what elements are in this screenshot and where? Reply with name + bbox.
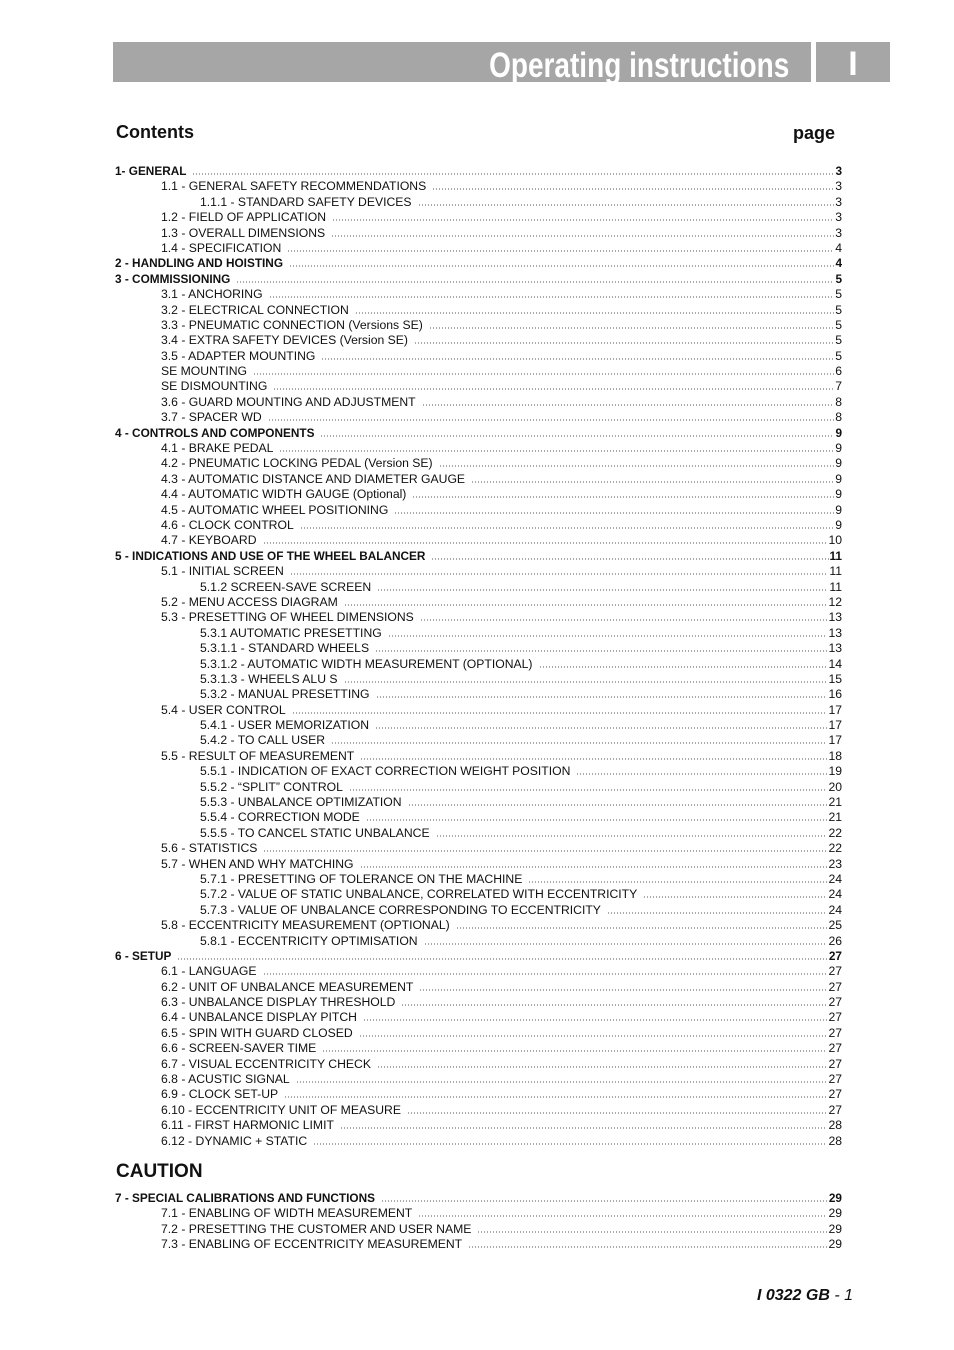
dot-leader	[344, 681, 828, 683]
section-box	[816, 42, 890, 82]
dot-leader	[414, 342, 834, 344]
toc-entry-page: 20	[828, 779, 842, 794]
dot-leader	[381, 1200, 828, 1202]
toc-entry[interactable]	[115, 379, 842, 394]
toc-entry-page: 19	[828, 764, 842, 779]
toc-entry-page: 3	[835, 194, 842, 209]
toc-entry-page: 9	[835, 456, 842, 471]
toc-entry-label: 3.4 - EXTRA SAFETY DEVICES (Version SE)	[161, 333, 408, 348]
dot-leader	[376, 696, 828, 698]
toc-entry-page: 27	[828, 979, 842, 994]
dot-leader	[279, 450, 834, 452]
toc-entry-page: 27	[828, 1056, 842, 1071]
toc-entry-label: 3.1 - ANCHORING	[161, 287, 263, 302]
toc-entry[interactable]	[115, 1041, 842, 1056]
toc-entry[interactable]	[115, 1222, 842, 1237]
toc-entry-label: 4.1 - BRAKE PEDAL	[161, 441, 274, 456]
toc-entry-page: 3	[835, 164, 842, 178]
toc-entry[interactable]	[115, 1010, 842, 1025]
toc-entry-page: 22	[828, 841, 842, 856]
toc-entry-page: 25	[828, 918, 842, 933]
toc-entry-page: 11	[829, 548, 842, 563]
toc-entry-label: 4 - CONTROLS AND COMPONENTS	[115, 425, 315, 440]
dot-leader	[366, 819, 828, 821]
toc-entry-label: 6.11 - FIRST HARMONIC LIMIT	[161, 1118, 334, 1133]
dot-leader	[269, 296, 835, 298]
toc-entry-page: 15	[828, 671, 842, 686]
toc-entry-page: 17	[828, 702, 842, 717]
dot-leader	[363, 1019, 827, 1021]
toc-entry[interactable]	[115, 472, 842, 487]
toc-entry-label: 6.1 - LANGUAGE	[161, 964, 257, 979]
toc-entry-label: 4.3 - AUTOMATIC DISTANCE AND DIAMETER GAUGE	[161, 471, 466, 486]
page-column-heading: page	[793, 123, 836, 143]
dot-leader	[359, 1035, 828, 1037]
dot-leader	[401, 1004, 827, 1006]
toc-entry[interactable]	[115, 426, 842, 441]
dot-leader	[320, 435, 834, 437]
dot-leader	[355, 312, 834, 314]
toc-entry[interactable]	[115, 918, 842, 933]
toc-entry[interactable]	[115, 1103, 842, 1118]
table-of-contents	[115, 164, 842, 1149]
toc-entry-label: 3.5 - ADAPTER MOUNTING	[161, 348, 316, 363]
toc-entry-page: 13	[828, 610, 842, 625]
dot-leader	[253, 373, 834, 375]
table-of-contents-special	[115, 1191, 842, 1253]
toc-entry[interactable]	[115, 410, 842, 425]
toc-entry[interactable]	[115, 949, 842, 964]
dot-leader	[388, 635, 828, 637]
dot-leader	[290, 573, 829, 575]
toc-entry-page: 27	[828, 995, 842, 1010]
toc-entry[interactable]	[115, 780, 842, 795]
dot-leader	[432, 188, 834, 190]
toc-entry[interactable]	[115, 841, 842, 856]
dot-leader	[436, 835, 828, 837]
toc-entry-label: 5.3.2 - MANUAL PRESETTING	[200, 687, 370, 702]
toc-entry-page: 28	[828, 1118, 842, 1133]
dot-leader	[377, 1066, 827, 1068]
toc-entry-label: 5.7 - WHEN AND WHY MATCHING	[161, 856, 354, 871]
dot-leader	[287, 250, 834, 252]
toc-entry-label: 4.4 - AUTOMATIC WIDTH GAUGE (Optional)	[161, 487, 407, 502]
toc-entry-label: 5.1.2 SCREEN-SAVE SCREEN	[200, 579, 372, 594]
toc-entry-label: 4.2 - PNEUMATIC LOCKING PEDAL (Version SE)	[161, 456, 433, 471]
dot-leader	[607, 912, 828, 914]
dot-leader	[408, 804, 828, 806]
page-footer	[757, 1287, 853, 1305]
dot-leader	[300, 527, 834, 529]
toc-entry[interactable]	[115, 564, 842, 579]
toc-entry-page: 5	[835, 348, 842, 363]
toc-entry[interactable]	[115, 241, 842, 256]
dot-leader	[576, 773, 827, 775]
dot-leader	[375, 650, 827, 652]
toc-entry-page: 27	[828, 1102, 842, 1117]
toc-entry-label: 6.8 - ACUSTIC SIGNAL	[161, 1072, 290, 1087]
dot-leader	[340, 1127, 828, 1129]
dot-leader	[431, 558, 828, 560]
toc-entry-label: 4.7 - KEYBOARD	[161, 533, 257, 548]
toc-entry[interactable]	[115, 272, 842, 287]
toc-entry-label: 1.1 - GENERAL SAFETY RECOMMENDATIONS	[161, 179, 427, 194]
toc-entry-label: 5.4 - USER CONTROL	[161, 702, 286, 717]
toc-entry[interactable]	[115, 672, 842, 687]
toc-entry-label: 5.7.2 - VALUE OF STATIC UNBALANCE, CORRELATED WITH ECCENTRICITY	[200, 887, 638, 902]
toc-entry[interactable]	[115, 303, 842, 318]
toc-entry-page: 12	[828, 594, 842, 609]
toc-entry-page: 13	[828, 625, 842, 640]
toc-entry[interactable]	[115, 703, 842, 718]
dot-leader	[471, 481, 834, 483]
toc-entry-page: 16	[828, 687, 842, 702]
toc-entry-label: 5.5.3 - UNBALANCE OPTIMIZATION	[200, 795, 402, 810]
toc-entry-label: 5.3.1 AUTOMATIC PRESETTING	[200, 625, 382, 640]
toc-entry[interactable]	[115, 980, 842, 995]
toc-entry-label: 4.6 - CLOCK CONTROL	[161, 517, 294, 532]
toc-entry-page: 24	[828, 902, 842, 917]
dot-leader	[273, 388, 834, 390]
toc-entry-page: 5	[835, 287, 842, 302]
contents-heading: Contents	[116, 122, 194, 142]
toc-entry[interactable]	[115, 718, 842, 733]
dot-leader	[263, 973, 828, 975]
dot-leader	[360, 758, 827, 760]
toc-entry-label: 7.2 - PRESETTING THE CUSTOMER AND USER NAME	[161, 1221, 472, 1236]
toc-entry-label: 5 - INDICATIONS AND USE OF THE WHEEL BALANCER	[115, 548, 426, 563]
toc-entry[interactable]	[115, 287, 842, 302]
toc-entry[interactable]	[115, 349, 842, 364]
toc-entry-label: 5.3.1.2 - AUTOMATIC WIDTH MEASUREMENT (OPTIONAL)	[200, 656, 533, 671]
dot-leader	[349, 789, 828, 791]
dot-leader	[377, 589, 828, 591]
toc-entry[interactable]	[115, 1072, 842, 1087]
dot-leader	[439, 465, 835, 467]
toc-entry-page: 24	[828, 887, 842, 902]
toc-entry-page: 27	[828, 1087, 842, 1102]
toc-entry-label: 5.4.2 - TO CALL USER	[200, 733, 326, 748]
toc-entry[interactable]	[115, 318, 842, 333]
toc-entry-label: 6.9 - CLOCK SET-UP	[161, 1087, 279, 1102]
dot-leader	[420, 619, 828, 621]
toc-entry-label: 1- GENERAL	[115, 164, 187, 178]
toc-entry[interactable]	[115, 641, 842, 656]
toc-entry[interactable]	[115, 1237, 842, 1252]
toc-entry[interactable]	[115, 164, 842, 179]
dot-leader	[419, 989, 827, 991]
toc-entry-page: 9	[835, 517, 842, 532]
toc-entry-label: 5.4.1 - USER MEMORIZATION	[200, 718, 370, 733]
toc-entry-label: 6.4 - UNBALANCE DISPLAY PITCH	[161, 1010, 357, 1025]
toc-entry[interactable]	[115, 857, 842, 872]
toc-entry-page: 29	[828, 1191, 842, 1205]
toc-entry-page: 27	[828, 948, 842, 963]
toc-entry-label: 7.1 - ENABLING OF WIDTH MEASUREMENT	[161, 1206, 413, 1221]
dot-leader	[643, 896, 827, 898]
toc-entry-page: 8	[835, 410, 842, 425]
dot-leader	[468, 1246, 827, 1248]
dot-leader	[284, 1096, 827, 1098]
dot-leader	[418, 204, 835, 206]
dot-leader	[268, 419, 835, 421]
dot-leader	[263, 850, 827, 852]
toc-entry[interactable]	[115, 964, 842, 979]
toc-entry-page: 22	[828, 825, 842, 840]
dot-leader	[375, 727, 827, 729]
section-label: I	[848, 45, 858, 83]
toc-entry[interactable]	[115, 1118, 842, 1133]
toc-entry[interactable]	[115, 903, 842, 918]
toc-entry-label: 5.5.5 - TO CANCEL STATIC UNBALANCE	[200, 825, 430, 840]
toc-entry-page: 24	[828, 871, 842, 886]
toc-entry-label: 5.1 - INITIAL SCREEN	[161, 564, 284, 579]
header-bar	[113, 42, 811, 85]
toc-entry-label: 2 - HANDLING AND HOISTING	[115, 256, 283, 271]
toc-entry-label: 3.7 - SPACER WD	[161, 410, 262, 425]
toc-entry-page: 14	[828, 656, 842, 671]
toc-entry-label: SE MOUNTING	[161, 364, 247, 379]
toc-entry[interactable]	[115, 503, 842, 518]
toc-entry-page: 29	[828, 1237, 842, 1252]
dot-leader	[394, 512, 834, 514]
toc-entry[interactable]	[115, 364, 842, 379]
toc-entry-label: 6 - SETUP	[115, 948, 172, 963]
toc-entry[interactable]	[115, 595, 842, 610]
dot-leader	[422, 404, 835, 406]
dot-leader	[528, 881, 827, 883]
toc-entry-page: 4	[835, 256, 842, 271]
toc-entry-label: 3 - COMMISSIONING	[115, 271, 231, 286]
dot-leader	[424, 943, 828, 945]
toc-entry-page: 11	[829, 564, 842, 579]
toc-entry[interactable]	[115, 934, 842, 949]
toc-entry[interactable]	[115, 610, 842, 625]
toc-entry-label: 6.10 - ECCENTRICITY UNIT OF MEASURE	[161, 1102, 401, 1117]
toc-entry[interactable]	[115, 395, 842, 410]
dot-leader	[332, 219, 834, 221]
toc-entry-page: 9	[835, 441, 842, 456]
toc-entry-page: 27	[828, 1041, 842, 1056]
dot-leader	[296, 1081, 828, 1083]
toc-entry-label: 6.7 - VISUAL ECCENTRICITY CHECK	[161, 1056, 371, 1071]
toc-entry[interactable]	[115, 657, 842, 672]
toc-entry[interactable]	[115, 1087, 842, 1102]
dot-leader	[477, 1231, 827, 1233]
toc-entry-label: 5.5.4 - CORRECTION MODE	[200, 810, 360, 825]
toc-entry[interactable]	[115, 226, 842, 241]
toc-entry[interactable]	[115, 687, 842, 702]
toc-entry-page: 4	[835, 240, 842, 255]
toc-entry-label: 5.3 - PRESETTING OF WHEEL DIMENSIONS	[161, 610, 414, 625]
toc-entry-page: 21	[828, 810, 842, 825]
toc-entry-page: 6	[835, 364, 842, 379]
toc-entry-page: 26	[828, 933, 842, 948]
toc-entry-page: 5	[835, 317, 842, 332]
toc-entry-label: 3.6 - GUARD MOUNTING AND ADJUSTMENT	[161, 394, 416, 409]
document-title: Operating instructions	[488, 46, 789, 85]
toc-entry-page: 10	[828, 533, 842, 548]
toc-entry-label: 5.5 - RESULT OF MEASUREMENT	[161, 748, 355, 763]
toc-entry[interactable]	[115, 179, 842, 194]
page-number: 1	[844, 1287, 853, 1304]
toc-entry-label: 3.2 - ELECTRICAL CONNECTION	[161, 302, 349, 317]
toc-entry-page: 5	[835, 271, 842, 286]
dot-leader	[236, 281, 834, 283]
toc-entry-page: 28	[828, 1133, 842, 1148]
dot-leader	[407, 1112, 827, 1114]
toc-entry[interactable]	[115, 764, 842, 779]
toc-entry-page: 21	[828, 795, 842, 810]
toc-entry-page: 9	[835, 502, 842, 517]
toc-entry[interactable]	[115, 1191, 842, 1206]
toc-entry[interactable]	[115, 887, 842, 902]
caution-heading: CAUTION	[116, 1161, 203, 1182]
dot-leader	[539, 666, 828, 668]
toc-entry[interactable]	[115, 210, 842, 225]
toc-entry[interactable]	[115, 872, 842, 887]
toc-entry-page: 8	[835, 394, 842, 409]
toc-entry[interactable]	[115, 1057, 842, 1072]
toc-entry-page: 27	[828, 1010, 842, 1025]
document-code: I 0322 GB	[756, 1287, 830, 1304]
dot-leader	[418, 1215, 827, 1217]
toc-entry[interactable]	[115, 487, 842, 502]
toc-entry-label: 4.5 - AUTOMATIC WHEEL POSITIONING	[161, 502, 389, 517]
toc-entry-label: SE DISMOUNTING	[161, 379, 268, 394]
toc-entry[interactable]	[115, 795, 842, 810]
toc-entry-page: 13	[828, 641, 842, 656]
toc-entry[interactable]	[115, 256, 842, 271]
toc-entry-page: 11	[829, 579, 842, 594]
toc-entry[interactable]	[115, 549, 842, 564]
dot-leader	[456, 927, 828, 929]
toc-entry-label: 5.3.1.1 - STANDARD WHEELS	[200, 641, 370, 656]
toc-entry-label: 6.2 - UNIT OF UNBALANCE MEASUREMENT	[161, 979, 414, 994]
toc-entry-label: 5.7.3 - VALUE OF UNBALANCE CORRESPONDING TO ECCENTRICITY	[200, 902, 601, 917]
footer-separator: -	[829, 1287, 845, 1304]
toc-entry-label: 5.8 - ECCENTRICITY MEASUREMENT (OPTIONAL)	[161, 918, 450, 933]
toc-entry[interactable]	[115, 810, 842, 825]
toc-entry-page: 18	[828, 748, 842, 763]
dot-leader	[331, 235, 834, 237]
toc-entry-label: 3.3 - PNEUMATIC CONNECTION (Versions SE)	[161, 317, 423, 332]
toc-entry[interactable]	[115, 518, 842, 533]
toc-entry-page: 17	[828, 733, 842, 748]
toc-entry-page: 29	[828, 1221, 842, 1236]
dot-leader	[313, 1143, 827, 1145]
dot-leader	[292, 712, 828, 714]
toc-entry-page: 27	[828, 1072, 842, 1087]
toc-entry-page: 17	[828, 718, 842, 733]
toc-entry-label: 5.6 - STATISTICS	[161, 841, 258, 856]
toc-entry-label: 5.8.1 - ECCENTRICITY OPTIMISATION	[200, 933, 418, 948]
toc-entry[interactable]	[115, 456, 842, 471]
toc-entry[interactable]	[115, 733, 842, 748]
dot-leader	[321, 358, 834, 360]
toc-entry-page: 5	[835, 302, 842, 317]
toc-entry-label: 7 - SPECIAL CALIBRATIONS AND FUNCTIONS	[115, 1191, 375, 1205]
toc-entry-label: 5.3.1.3 - WHEELS ALU S	[200, 671, 338, 686]
toc-entry[interactable]	[115, 333, 842, 348]
toc-entry-page: 3	[835, 179, 842, 194]
dot-leader	[322, 1050, 827, 1052]
dot-leader	[177, 958, 827, 960]
dot-leader	[192, 173, 834, 175]
toc-entry-label: 6.6 - SCREEN-SAVER TIME	[161, 1041, 317, 1056]
dot-leader	[429, 327, 834, 329]
toc-entry-page: 27	[828, 1025, 842, 1040]
toc-entry-page: 27	[828, 964, 842, 979]
toc-entry[interactable]	[115, 533, 842, 548]
toc-entry[interactable]	[115, 749, 842, 764]
toc-entry-page: 9	[835, 425, 842, 440]
toc-entry-page: 9	[835, 471, 842, 486]
toc-entry-label: 5.5.2 - “SPLIT” CONTROL	[200, 779, 343, 794]
toc-entry[interactable]	[115, 626, 842, 641]
toc-entry-label: 5.5.1 - INDICATION OF EXACT CORRECTION WEIGHT POSITION	[200, 764, 571, 779]
toc-entry[interactable]	[115, 1206, 842, 1221]
toc-entry-label: 1.2 - FIELD OF APPLICATION	[161, 210, 327, 225]
toc-entry-label: 5.7.1 - PRESETTING OF TOLERANCE ON THE MACHINE	[200, 871, 523, 886]
toc-entry-page: 3	[835, 210, 842, 225]
toc-entry-page: 23	[828, 856, 842, 871]
toc-entry[interactable]	[115, 1026, 842, 1041]
dot-leader	[289, 265, 834, 267]
toc-entry-page: 3	[835, 225, 842, 240]
toc-entry[interactable]	[115, 995, 842, 1010]
toc-entry[interactable]	[115, 1134, 842, 1149]
toc-entry-page: 29	[828, 1206, 842, 1221]
toc-entry-label: 6.3 - UNBALANCE DISPLAY THRESHOLD	[161, 995, 396, 1010]
toc-entry-label: 5.2 - MENU ACCESS DIAGRAM	[161, 594, 338, 609]
dot-leader	[344, 604, 828, 606]
toc-entry-label: 1.4 - SPECIFICATION	[161, 240, 282, 255]
toc-entry-label: 6.12 - DYNAMIC + STATIC	[161, 1133, 308, 1148]
dot-leader	[360, 866, 828, 868]
toc-entry-label: 1.1.1 - STANDARD SAFETY DEVICES	[200, 194, 412, 209]
toc-entry-page: 7	[835, 379, 842, 394]
toc-entry-page: 9	[835, 487, 842, 502]
dot-leader	[263, 542, 828, 544]
toc-entry-label: 1.3 - OVERALL DIMENSIONS	[161, 225, 326, 240]
dot-leader	[412, 496, 834, 498]
toc-entry-label: 6.5 - SPIN WITH GUARD CLOSED	[161, 1025, 353, 1040]
toc-entry[interactable]	[115, 195, 842, 210]
toc-entry[interactable]	[115, 826, 842, 841]
toc-entry[interactable]	[115, 580, 842, 595]
toc-entry-page: 5	[835, 333, 842, 348]
dot-leader	[331, 742, 827, 744]
toc-entry-label: 7.3 - ENABLING OF ECCENTRICITY MEASUREMENT	[161, 1237, 463, 1252]
toc-entry[interactable]	[115, 441, 842, 456]
